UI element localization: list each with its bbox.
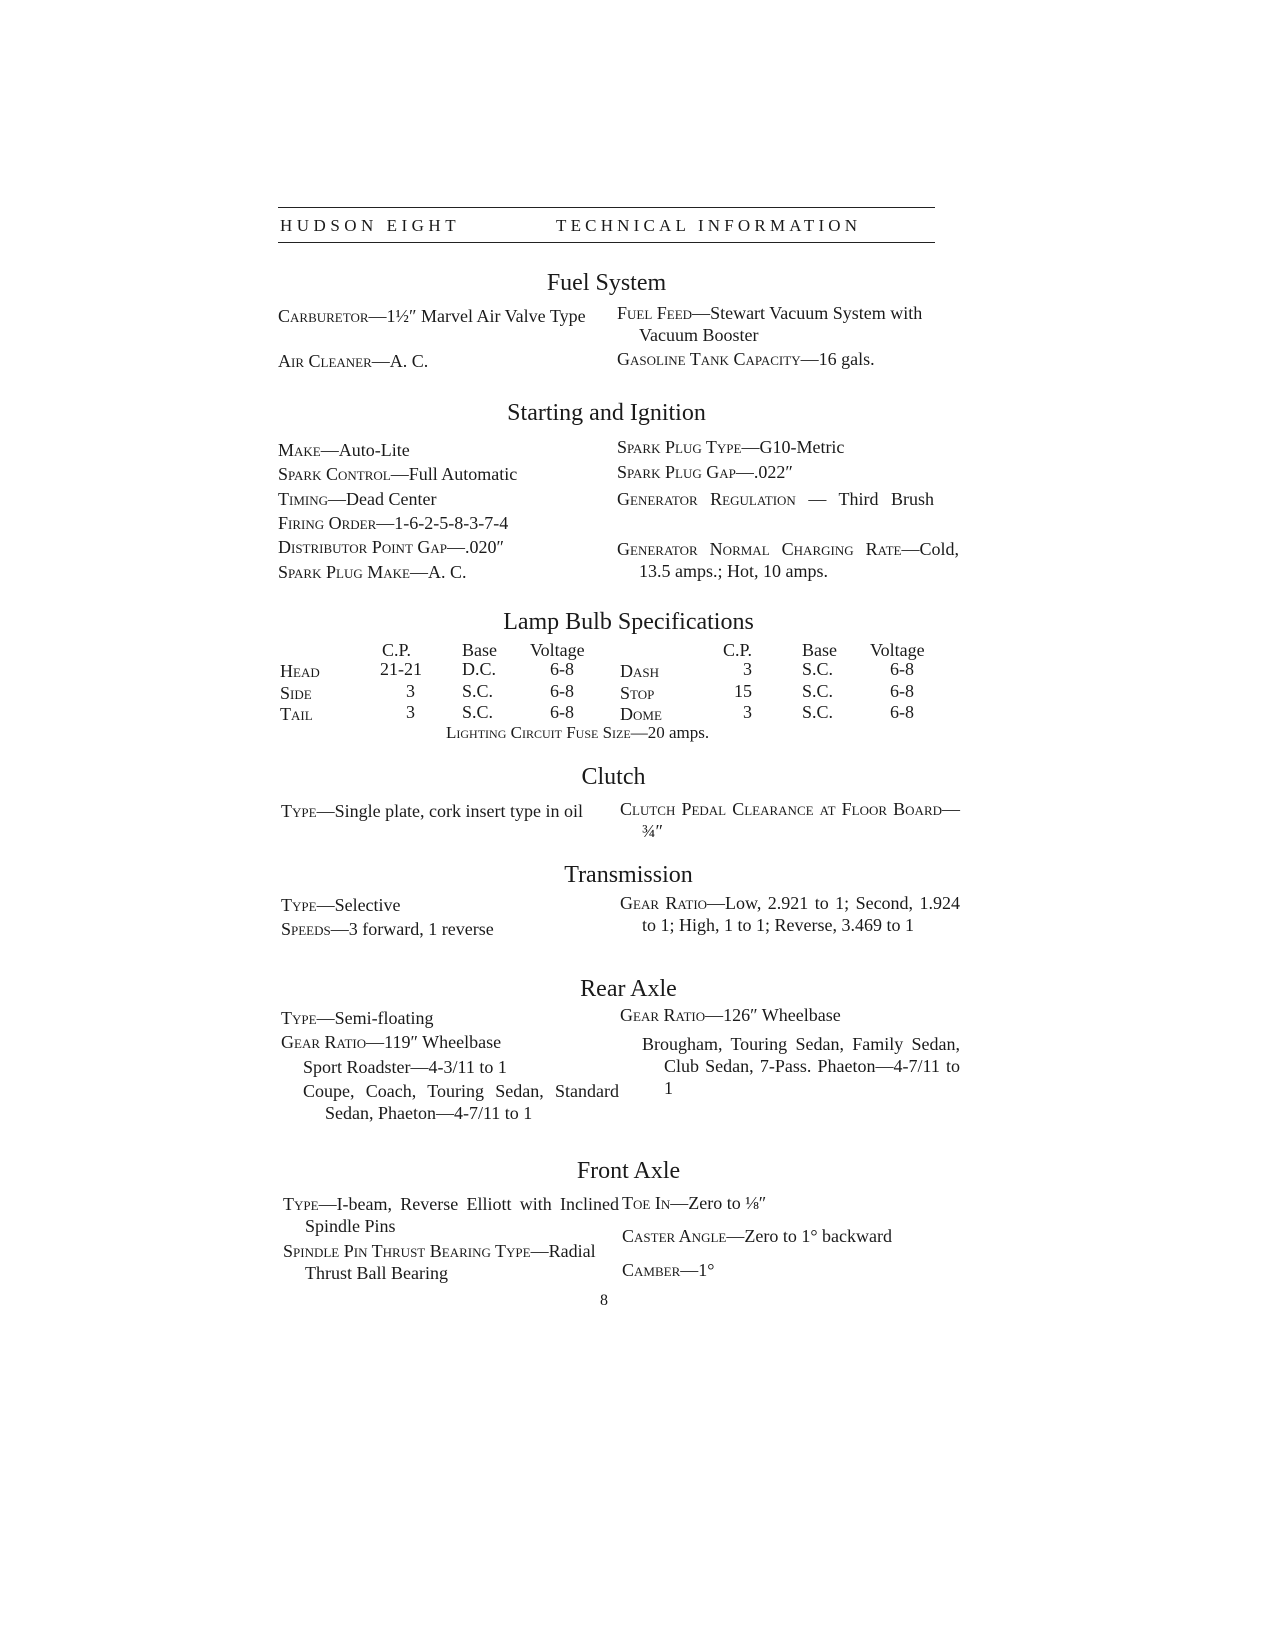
spec-label: Speeds — [281, 919, 331, 939]
spec-label: Distributor Point Gap — [278, 537, 447, 557]
lamp-voltage: 6-8 — [550, 702, 574, 722]
make-spec — [278, 439, 630, 461]
thrust-bearing-spec — [283, 1240, 619, 1284]
lamp-base: S.C. — [802, 659, 834, 679]
spec-label: Timing — [278, 489, 328, 509]
front-axle-type-spec — [283, 1193, 619, 1237]
spec-label: Gear Ratio — [620, 893, 708, 913]
spec-label: Fuel Feed — [617, 303, 693, 323]
spec-value: —Semi-floating — [316, 1008, 434, 1028]
section-title-clutch: Clutch — [581, 764, 646, 790]
section-title-rear-axle: Rear Axle — [580, 976, 677, 1002]
lamp-voltage: 6-8 — [890, 681, 914, 701]
spec-label: Spindle Pin Thrust Bearing Type — [283, 1241, 531, 1261]
spec-value: —1½″ Marvel Air Valve Type — [368, 306, 586, 326]
spec-label: Type — [281, 1008, 317, 1028]
spec-value: —.020″ — [447, 537, 504, 557]
generator-charging-rate-spec — [617, 538, 959, 582]
spec-label: Clutch Pedal Clearance at Floor Board — [620, 799, 942, 819]
lamp-cp: 3 — [406, 702, 415, 722]
section-title-transmission: Transmission — [564, 862, 693, 888]
spec-value: —20 amps. — [630, 723, 710, 742]
spec-label: Camber — [622, 1260, 681, 1280]
lamp-voltage: 6-8 — [890, 702, 914, 722]
lamp-voltage: 6-8 — [550, 681, 574, 701]
spec-value: — Third Brush — [795, 489, 934, 509]
lamp-base: S.C. — [802, 702, 834, 722]
spec-label: Lighting Circuit Fuse Size — [446, 723, 631, 742]
spec-label: Spark Control — [278, 464, 391, 484]
section-title-lamps: Lamp Bulb Specifications — [503, 609, 754, 635]
section-title-ignition: Starting and Ignition — [507, 400, 706, 426]
lamp-base: S.C. — [462, 681, 494, 701]
header-rule-bottom — [278, 242, 935, 243]
firing-order-spec — [278, 512, 630, 534]
carburetor-spec — [278, 305, 618, 327]
spec-value: —Radial Thrust Ball Bearing — [305, 1241, 596, 1283]
spec-label: Spark Plug Make — [278, 562, 410, 582]
spec-label: Caster Angle — [622, 1226, 727, 1246]
fuel-feed-spec — [617, 302, 959, 346]
spec-value: —Cold, 13.5 amps.; Hot, 10 amps. — [639, 539, 959, 581]
running-header-left: HUDSON EIGHT — [280, 216, 461, 235]
lamp-cp: 3 — [743, 702, 752, 722]
col-header-cp: C.P. — [382, 640, 412, 660]
lamp-name: Stop — [620, 683, 655, 703]
lamp-name: Dome — [620, 704, 662, 724]
coupe-ratio: Coupe, Coach, Touring Sedan, Standard Sedan, Phaeton—4-7/11 to 1 — [303, 1081, 619, 1123]
lamp-table — [0, 640, 1275, 730]
spec-value: —Stewart Vacuum System with Vacuum Booster — [639, 303, 923, 345]
timing-spec — [278, 488, 630, 510]
gear-ratio-119-spec — [281, 1031, 619, 1053]
spec-value: —16 gals. — [800, 349, 875, 369]
running-header-right: TECHNICAL INFORMATION — [556, 216, 862, 235]
section-title-fuel: Fuel System — [546, 270, 667, 296]
spec-value: —Auto-Lite — [320, 440, 410, 460]
speeds-spec — [281, 918, 619, 940]
spec-label: Spark Plug Type — [617, 437, 742, 457]
spec-value: —I-beam, Reverse Elliott with Inclined Spindle Pins — [305, 1194, 619, 1236]
col-header-cp: C.P. — [723, 640, 753, 660]
spark-control-spec — [278, 463, 630, 485]
col-header-voltage: Voltage — [530, 640, 585, 660]
camber-spec — [622, 1259, 962, 1281]
air-cleaner-spec — [278, 350, 618, 372]
lamp-base: D.C. — [462, 659, 497, 679]
lamp-cp: 21-21 — [380, 659, 422, 679]
spec-label: Firing Order — [278, 513, 377, 533]
spec-value: —1° — [680, 1260, 715, 1280]
spec-value: —Selective — [316, 895, 401, 915]
section-title-front-axle: Front Axle — [576, 1158, 681, 1184]
spec-value: —Zero to ⅛″ — [670, 1193, 767, 1213]
page-number: 8 — [600, 1292, 608, 1309]
spec-value: —¾″ — [642, 799, 960, 841]
generator-regulation-spec — [617, 488, 957, 510]
lamp-base: S.C. — [802, 681, 834, 701]
spec-label: Carburetor — [278, 306, 369, 326]
lamp-voltage: 6-8 — [550, 659, 574, 679]
lamp-cp: 3 — [406, 681, 415, 701]
col-header-base: Base — [462, 640, 497, 660]
clutch-pedal-spec — [620, 798, 960, 842]
spec-value: —3 forward, 1 reverse — [330, 919, 494, 939]
clutch-type-spec — [281, 800, 619, 822]
spec-value: —G10-Metric — [741, 437, 845, 457]
spec-value: —119″ Wheelbase — [366, 1032, 502, 1052]
spec-label: Toe In — [622, 1193, 671, 1213]
lamp-cp: 3 — [743, 659, 752, 679]
spec-value: —.022″ — [735, 462, 793, 482]
col-header-voltage: Voltage — [870, 640, 925, 660]
spec-value: —Low, 2.921 to 1; Second, 1.924 to 1; High, 1 to 1; Reverse, 3.469 to 1 — [642, 893, 960, 935]
col-header-base: Base — [802, 640, 837, 660]
toe-in-spec — [622, 1192, 962, 1214]
rear-axle-type-spec — [281, 1007, 619, 1029]
spec-value: —A. C. — [409, 562, 467, 582]
plug-make-spec — [278, 561, 630, 583]
transmission-gear-ratio-spec — [620, 892, 960, 936]
tank-capacity-spec — [617, 348, 959, 370]
lamp-base: S.C. — [462, 702, 494, 722]
brougham-ratio: Brougham, Touring Sedan, Family Sedan, Club Sedan, 7-Pass. Phaeton—4-7/11 to 1 — [642, 1034, 960, 1098]
transmission-type-spec — [281, 894, 619, 916]
spec-label: Spark Plug Gap — [617, 462, 736, 482]
spec-value: —126″ Wheelbase — [705, 1005, 841, 1025]
spec-label: Type — [283, 1194, 319, 1214]
spec-label: Gear Ratio — [281, 1032, 367, 1052]
lamp-name: Side — [280, 683, 312, 703]
spec-value: —A. C. — [371, 351, 429, 371]
spec-value: —Full Automatic — [390, 464, 518, 484]
spec-label: Generator Normal Charging Rate — [617, 539, 902, 559]
sport-roadster-ratio: Sport Roadster—4-3/11 to 1 — [303, 1057, 507, 1077]
lamp-name: Head — [280, 661, 320, 681]
header-rule-top — [278, 207, 935, 208]
spec-value: —Zero to 1° backward — [726, 1226, 892, 1246]
fuse-size-spec — [446, 722, 868, 744]
spec-label: Type — [281, 895, 317, 915]
gear-ratio-126-spec — [620, 1004, 960, 1026]
plug-gap-spec — [617, 461, 959, 483]
lamp-cp: 15 — [734, 681, 752, 701]
lamp-name: Tail — [280, 704, 313, 724]
spec-value: —1-6-2-5-8-3-7-4 — [376, 513, 509, 533]
spec-label: Generator Regulation — [617, 489, 796, 509]
spec-label: Gasoline Tank Capacity — [617, 349, 801, 369]
lamp-voltage: 6-8 — [890, 659, 914, 679]
spec-label: Gear Ratio — [620, 1005, 706, 1025]
caster-angle-spec — [622, 1225, 962, 1247]
spec-label: Air Cleaner — [278, 351, 372, 371]
spec-label: Make — [278, 440, 321, 460]
distributor-gap-spec — [278, 536, 630, 558]
lamp-name: Dash — [620, 661, 660, 681]
spec-label: Type — [281, 801, 317, 821]
plug-type-spec — [617, 436, 959, 458]
spec-value: —Single plate, cork insert type in oil — [316, 801, 584, 821]
spec-value: —Dead Center — [328, 489, 437, 509]
